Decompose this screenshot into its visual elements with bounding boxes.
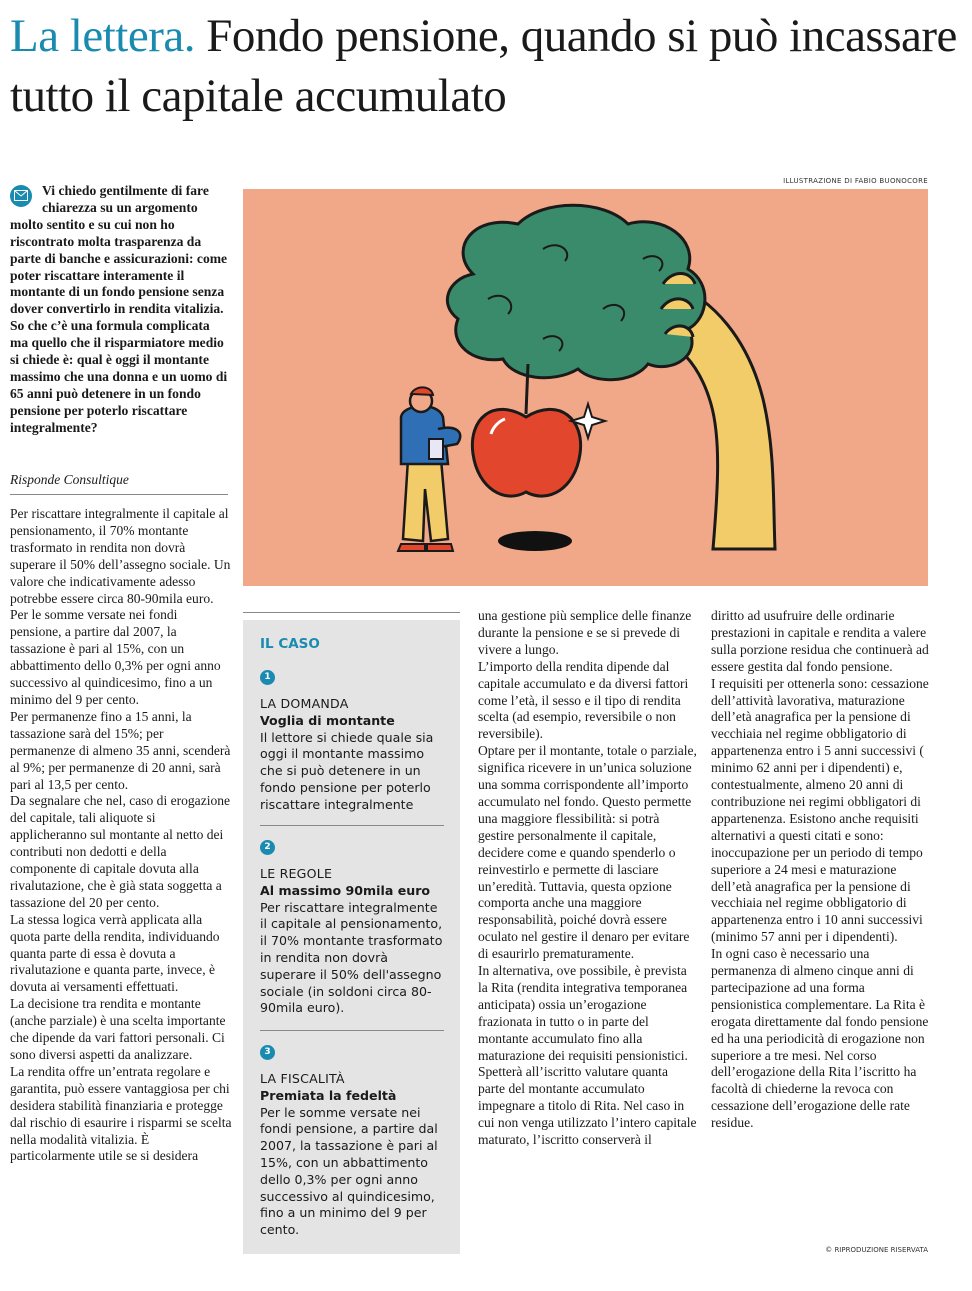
case-box — [243, 620, 460, 1254]
paragraph: Da segnalare che nel, caso di erogazione del capitale, tali aliquote si applicheranno sul montante al netto dei contributi non dedotti e della componente di capitale dovuta alla rivalutazione, che è già stata soggetta a tassazione del 20 per cento. — [10, 793, 231, 910]
headline-title: Fondo pensione, quando si può incassare tutto il capitale accumulato — [10, 10, 957, 122]
envelope-icon — [10, 185, 32, 207]
paragraph: La rendita offre un’entrata regolare e garantita, può essere vantaggiosa per chi desidera stabilità finanziaria e protegge dal rischio di esaurire i risparmi se scelta nella modalità vitalizia. È particolarmente utile se si desidera — [10, 1063, 232, 1164]
paragraph: Optare per il montante, totale o parziale, significa ricevere in un’unica soluzione una somma corrispondente all’importo accumulato nel fondo. Questo permette una maggiore flessibilità: si potrà gestire personalmente il capitale, decidere come e quando spenderlo o reinvestirlo e permette di lasciare un’eredità. Tuttavia, questa opzione comporta anche una maggiore responsabilità, poiché dovrà essere oculato nel gestire il denaro per evitare di esaurirlo prematuramente. — [478, 743, 697, 962]
case-section-1 — [260, 670, 444, 814]
paragraph: La decisione tra rendita e montante (anche parziale) è una scelta importante che dipende da vari fattori personali. Ci sono diversi aspetti da analizzare. — [10, 996, 226, 1062]
case-section-3 — [260, 1045, 444, 1239]
paragraph: Per riscattare integralmente il capitale al pensionamento, il 70% montante trasformato in rendita non dovrà superare il 50% dell’assegno sociale. Un valore che indicativamente adesso potrebbe essere circa 80-90mila euro. — [10, 506, 231, 606]
letter-text: Vi chiedo gentilmente di fare chiarezza su un argomento molto sentito e su cui non ho riscontrato molta trasparenza da parte di banche e assicurazioni: come poter riscattare interamente il montante di un fondo pensione senza dover convertirlo in rendita vitalizia. So che c’è una formula complicata ma quello che il risparmiatore medio si chiede è: qual è oggi il montante massimo che una donna e un uomo di 65 anni può detenere in un fondo pensione per poterlo riscattare integralmente? — [10, 183, 228, 435]
section-subtitle: Voglia di montante — [260, 712, 395, 728]
section-text: Il lettore si chiede quale sia oggi il montante massimo che si può detenere in un fondo pensione per poterlo riscattare integralmente — [260, 729, 434, 812]
number-badge: 1 — [260, 670, 275, 685]
reader-letter — [10, 183, 230, 437]
number-badge: 3 — [260, 1045, 275, 1060]
case-section-2 — [260, 840, 444, 1017]
paragraph: L’importo della rendita dipende dal capitale accumulato e da diversi fattori come l’età, il sesso e il tipo di rendita scelta (ad esempio, reversibile o non reversibile). — [478, 658, 689, 742]
section-label: LA DOMANDA — [260, 696, 349, 711]
paragraph: Spetterà all’iscritto valutare quanta parte del montante accumulato impegnare a titolo di Rita. Nel caso in cui non venga utilizzato l’intero capitale maturato, l’iscritto conserverà il — [478, 1064, 697, 1148]
article-column-3 — [478, 608, 698, 1149]
number-badge: 2 — [260, 840, 275, 855]
paragraph: In ogni caso è necessario una permanenza di almeno cinque anni di partecipazione ad una forma pensionistica complementare. La Rita è erogata direttamente dal fondo pensione ed ha una periodicità di erogazione non superiore a tre mesi. Nel corso dell’erogazione della Rita l’iscritto ha facoltà di chiederne la revoca con cessazione dell’erogazione delle rate residue. — [711, 946, 929, 1131]
section-label: LE REGOLE — [260, 866, 333, 881]
paragraph: una gestione più semplice delle finanze durante la pensione e se si prevede di vivere a lungo. — [478, 608, 692, 657]
illustration-credit: ILLUSTRAZIONE DI FABIO BUONOCORE — [783, 177, 928, 185]
box-top-rule — [243, 612, 460, 613]
illustration — [243, 189, 928, 586]
section-subtitle: Premiata la fedeltà — [260, 1087, 397, 1103]
section-label: LA FISCALITÀ — [260, 1071, 345, 1086]
section-text: Per le somme versate nei fondi pensione, a partire dal 2007, la tassazione è pari al 15%, con un abbattimento dello 0,3% per ogni anno successivo al quindicesimo, fino a un minimo del 9 per cento. — [260, 1104, 438, 1238]
copyright-footer: © RIPRODUZIONE RISERVATA — [825, 1246, 928, 1254]
paragraph: Per le somme versate nei fondi pensione, a partire dal 2007, la tassazione è pari al 15%, con un abbattimento dello 0,3% per ogni anno successivo al quindicesimo, fino a un minimo del 9 per cento. — [10, 607, 221, 707]
paragraph: Per permanenze fino a 15 anni, la tassazione sarà del 15%; per permanenze di almeno 35 anni, scenderà al 9%; per permanenze di 20 anni, sarà pari al 13,5 per cento. — [10, 708, 231, 792]
tree-apple-illustration — [243, 189, 928, 586]
section-divider — [260, 1030, 444, 1031]
article-column-1 — [10, 506, 232, 1165]
section-text: Per riscattare integralmente il capitale al pensionamento, il 70% montante trasformato in rendita non dovrà superare il 50% dell'assegno sociale (in soldoni circa 80-90mila euro). — [260, 899, 443, 1016]
headline — [10, 6, 960, 126]
responder-line: Risponde Consultique — [10, 472, 228, 495]
paragraph: diritto ad usufruire delle ordinarie prestazioni in capitale e rendita a valere sulla porzione residua che continuerà ad essere gestita dal fondo pensione. — [711, 608, 929, 674]
paragraph: In alternativa, ove possibile, è prevista la Rita (rendita integrativa temporanea anticipata) ossia un’erogazione frazionata in tutto o in parte del montante accumulato fino alla maturazione dei requisiti pensionistici. — [478, 963, 688, 1063]
section-subtitle: Al massimo 90mila euro — [260, 882, 431, 898]
case-box-title: IL CASO — [260, 636, 320, 652]
paragraph: La stessa logica verrà applicata alla quota parte della rendita, individuando quanta parte di essa è dovuta a rivalutazione e quanta parte, invece, è dovuta ai versamenti effettuati. — [10, 911, 220, 995]
paragraph: I requisiti per ottenerla sono: cessazione dell’attività lavorativa, maturazione dell’età anagrafica per la pensione di vecchiaia nel regime obbligatorio di appartenenza entro i 5 anni successivi ( minimo 62 anni per i dipendenti) e, contestualmente, almeno 20 anni di contribuzione nei regimi obbligatori di appartenenza. Esistono anche requisiti alternativi a questi citati e sono: inoccupazione per un periodo di tempo superiore a 24 mesi e maturazione dell’età anagrafica per la pensione di vecchiaia nel regime obbligatorio di appartenenza entro i 10 anni successivi (minimo 57 anni per i dipendenti). — [711, 675, 929, 945]
headline-kicker: La lettera. — [10, 10, 195, 62]
article-column-4 — [711, 608, 933, 1132]
section-divider — [260, 825, 444, 826]
